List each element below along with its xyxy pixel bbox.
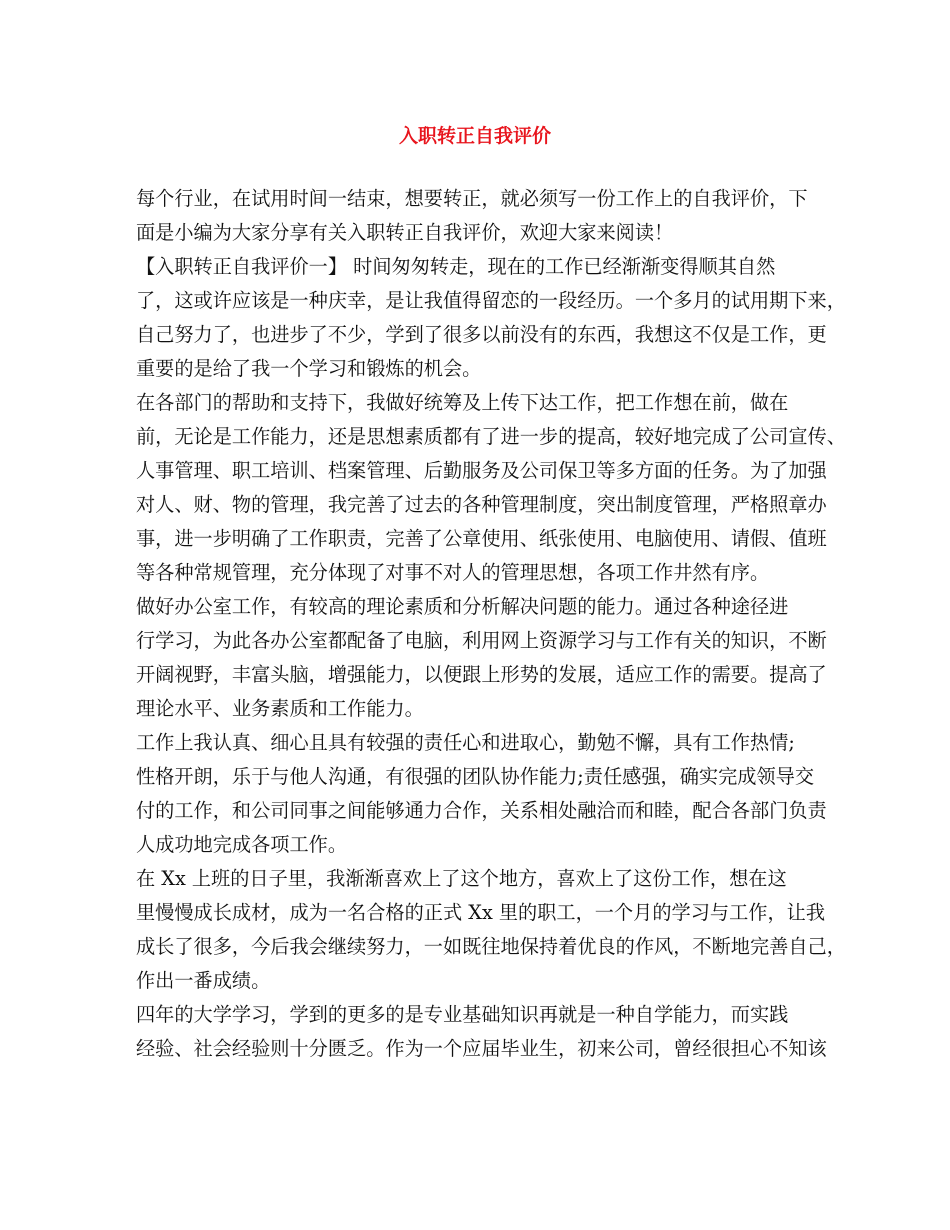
text-line: 前，无论是工作能力，还是思想素质都有了进一步的提高，较好地完成了公司宣传、 — [136, 425, 846, 448]
paragraph-departments — [136, 388, 846, 588]
document-body — [136, 184, 846, 1068]
text-line: 付的工作，和公司同事之间能够通力合作，关系相处融洽而和睦，配合各部门负责 — [136, 799, 827, 822]
paragraph-section-one — [136, 252, 846, 384]
text-line: 面是小编为大家分享有关入职转正自我评价，欢迎大家来阅读！ — [136, 221, 674, 244]
text-line: 作出一番成绩。 — [136, 969, 271, 992]
text-line: 了，这或许应该是一种庆幸，是让我值得留恋的一段经历。一个多月的试用期下来， — [136, 289, 846, 312]
paragraph-growth — [136, 864, 846, 996]
text-line: 自己努力了，也进步了不少，学到了很多以前没有的东西，我想这不仅是工作，更 — [136, 323, 827, 346]
text-line: 开阔视野，丰富头脑，增强能力，以便跟上形势的发展，适应工作的需要。提高了 — [136, 663, 827, 686]
text-line: 每个行业，在试用时间一结束，想要转正，就必须写一份工作上的自我评价，下 — [136, 187, 808, 210]
text-line: 【入职转正自我评价一】 时间匆匆转走，现在的工作已经渐渐变得顺其自然 — [136, 255, 776, 278]
text-line: 性格开朗，乐于与他人沟通，有很强的团队协作能力;责任感强，确实完成领导交 — [136, 765, 815, 788]
text-line: 事，进一步明确了工作职责，完善了公章使用、纸张使用、电脑使用、请假、值班 — [136, 527, 827, 550]
paragraph-university — [136, 1000, 827, 1064]
text-line: 成长了很多，今后我会继续努力，一如既往地保持着优良的作风，不断地完善自己， — [136, 935, 846, 958]
paragraph-office-work — [136, 592, 827, 724]
text-line: 经验、社会经验则十分匮乏。作为一个应届毕业生，初来公司，曾经很担心不知该 — [136, 1037, 827, 1060]
text-line: 人成功地完成各项工作。 — [136, 833, 348, 856]
text-line: 对人、财、物的管理，我完善了过去的各种管理制度，突出制度管理，严格照章办 — [136, 493, 827, 516]
text-line: 四年的大学学习，学到的更多的是专业基础知识再就是一种自学能力，而实践 — [136, 1003, 789, 1026]
text-line: 在 Xx 上班的日子里，我渐渐喜欢上了这个地方，喜欢上了这份工作，想在这 — [136, 867, 787, 890]
text-line: 工作上我认真、细心且具有较强的责任心和进取心，勤勉不懈，具有工作热情; — [136, 731, 795, 754]
paragraph-intro — [136, 184, 824, 248]
text-line: 等各种常规管理，充分体现了对事不对人的管理思想，各项工作井然有序。 — [136, 561, 770, 584]
document-title: 入职转正自我评价 — [398, 125, 551, 147]
text-line: 行学习，为此各办公室都配备了电脑，利用网上资源学习与工作有关的知识，不断 — [136, 629, 827, 652]
text-line: 做好办公室工作，有较高的理论素质和分析解决问题的能力。通过各种途径进 — [136, 595, 789, 618]
text-line: 重要的是给了我一个学习和锻炼的机会。 — [136, 357, 482, 380]
text-line: 里慢慢成长成材，成为一名合格的正式 Xx 里的职工，一个月的学习与工作，让我 — [136, 901, 826, 924]
text-line: 理论水平、业务素质和工作能力。 — [136, 697, 424, 720]
text-line: 在各部门的帮助和支持下，我做好统筹及上传下达工作，把工作想在前，做在 — [136, 391, 789, 414]
text-line: 人事管理、职工培训、档案管理、后勤服务及公司保卫等多方面的任务。为了加强 — [136, 459, 827, 482]
paragraph-work-attitude — [136, 728, 827, 860]
